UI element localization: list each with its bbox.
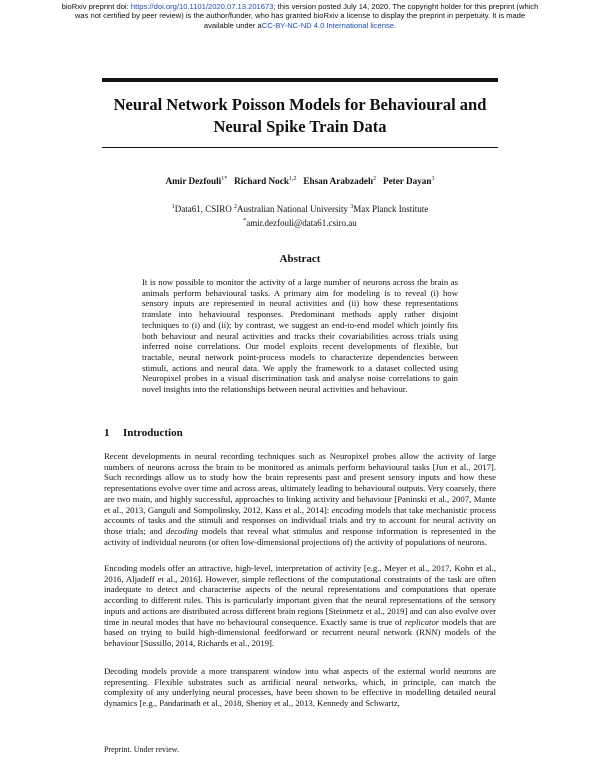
- paragraph-text: models that are based on trying to build high-dimensional feedforward or recurrent neural network (RNN) models of the behaviour [Sussillo, 2014, Richards et al., 2019].: [104, 616, 496, 648]
- doi-link[interactable]: https://doi.org/10.1101/2020.07.13.201673: [130, 2, 274, 11]
- author-affiliation-mark: 1*: [221, 176, 228, 182]
- banner-line-3: [0, 21, 600, 30]
- author-list: [60, 176, 540, 186]
- affiliation-mark: 2: [234, 204, 237, 210]
- email-mark: *: [243, 217, 247, 224]
- emphasis-term: replicator: [404, 616, 440, 627]
- banner-line-2: was not certified by peer review) is the author/funder, who has granted bioRxiv a license to display the preprint in perpetuity. It is made: [74, 11, 526, 21]
- section-title: Introduction: [123, 427, 183, 439]
- section-heading-introduction: [104, 427, 183, 439]
- author-email[interactable]: amir.dezfouli@data61.csiro.au: [246, 217, 357, 228]
- paragraph-text: models that reveal what stimulus and response information is represented in the activity of individual neurons (or often low-dimensional projections of) the activity of populations of neurons.: [104, 525, 496, 547]
- email-line: [60, 216, 540, 230]
- affiliation-mark: 3: [350, 204, 354, 210]
- title-bottom-rule: [102, 147, 498, 148]
- author-name: Peter Dayan: [382, 176, 432, 187]
- author-name: Ehsan Arabzadeh: [303, 176, 374, 187]
- banner-license-prefix: available under a: [203, 20, 262, 30]
- paragraph-text: Recent developments in neural recording techniques such as Neuropixel probes allow the activity of large numbers of neurons across the brain to be monitored as animals perform behavioural tasks [Jun et al., 2017]. Such recordings allow us to study how the brain represents past and present sensory inputs and how these representations evolve over time and across areas, ultimately leading to behavioural outputs. Very coarsely, there are two main, and highly successful, approaches to linking activity and behaviour [Paninski et al., 2007, Mante et al., 2013, Ganguli and Sompolinsky, 2012, Kass et al., 2014]:: [104, 451, 496, 515]
- paragraph-text: Encoding models offer an attractive, high-level, interpretation of activity [e.g., Meyer et al., 2017, Kohn et al., 2016, Aljadeff et al., 2016]. However, simple reflections of the computational constraints of the task are often inadequate to detect and characterise aspects of the neural representations and computations that operate according to different rules. This is particularly important given that the neural representations of the sensory inputs and actions are distributed across different brain regions [Steinmetz et al., 2019] and can also evolve over time in neural modes that have no behavioural consequence. Exactly same is true of: [104, 563, 496, 627]
- emphasis-term: encoding: [331, 504, 364, 515]
- abstract-body: It is now possible to monitor the activity of a large number of neurons across the brain as animals perform behavioural tasks. A primary aim for modeling is to reveal (i) how sensory inputs are represented in neural activities and (ii) how these representations translate into behavioural responses. Predominant methods apply rather disjoint techniques to (i) and (ii); by contrast, we suggest an end-to-end model which jointly fits both behaviour and neural activities and tracks their covariabilities across trials using inferred noise correlations. Our model exploits recent developments of flexible, but tractable, neural network point-process models to characterize dependencies between stimuli, actions and neural data. We apply the framework to a dataset collected using Neuropixel probes in a visual discrimination task and analyse noise correlations to gain novel insights into the relationships between neural activities and behaviour.: [142, 277, 458, 395]
- biorxiv-banner: [0, 2, 600, 30]
- affiliation-name: Australian National University: [237, 204, 351, 214]
- affiliation-name: Data61, CSIRO: [174, 204, 234, 214]
- intro-paragraph-3: Decoding models provide a more transparent window into what aspects of the external world neurons are representing. Flexible substrates such as artificial neural networks, which, in principle, can match the complexity of any underlying neural processes, have been shown to be effective in modelling detailed neural dynamics [e.g., Pandarinath et al., 2018, Shenoy et al., 2013, Kennedy and Schwartz,: [104, 666, 496, 709]
- author-name: Richard Nock: [234, 176, 289, 187]
- intro-paragraph-2: [104, 563, 496, 649]
- paper-title: [90, 94, 510, 138]
- section-number: 1: [104, 427, 110, 439]
- affiliation-name: Max Planck Institute: [353, 204, 429, 214]
- title-top-rule: [102, 78, 498, 82]
- author-affiliation-mark: 1,2: [288, 176, 297, 182]
- author-affiliation-mark: 3: [431, 176, 435, 182]
- emphasis-term: decoding: [166, 525, 198, 536]
- license-link[interactable]: CC-BY-NC-ND 4.0 International license: [261, 20, 394, 30]
- author-affiliation-mark: 2: [373, 176, 377, 182]
- banner-doi-suffix: ; this version posted July 14, 2020. The copyright holder for this preprint (which: [273, 2, 539, 11]
- affiliation-line: [60, 202, 540, 216]
- banner-doi-prefix: bioRxiv preprint doi:: [61, 2, 131, 11]
- title-line-2: Neural Spike Train Data: [213, 117, 387, 136]
- paragraph-text: models that take mechanistic process accounts of tasks and the stimuli and responses on individual trials and try to account for neural activity on those trials; and: [104, 504, 496, 536]
- preprint-footer: Preprint. Under review.: [104, 745, 180, 754]
- affiliation-mark: 1: [171, 204, 175, 210]
- author-name: Amir Dezfouli: [165, 176, 222, 187]
- intro-paragraph-1: [104, 451, 496, 547]
- abstract-heading: Abstract: [279, 253, 321, 265]
- affiliations: [60, 202, 540, 229]
- banner-license-suffix: .: [393, 20, 397, 30]
- banner-line-1: [0, 2, 600, 11]
- title-line-1: Neural Network Poisson Models for Behavioural and: [113, 95, 487, 114]
